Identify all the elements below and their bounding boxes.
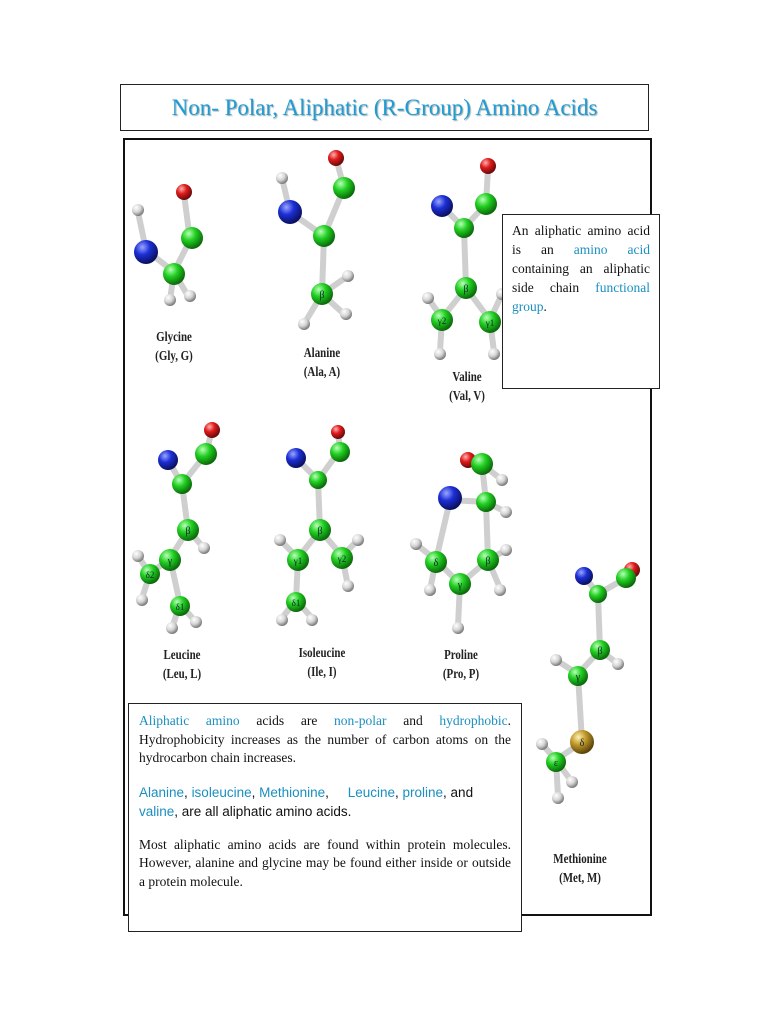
page-title: Non- Polar, Aliphatic (R-Group) Amino Acids bbox=[171, 94, 598, 120]
isoleucine-abbr: (Ile, I) bbox=[307, 665, 337, 680]
info-paragraph-1 bbox=[139, 712, 511, 768]
alanine-molecule bbox=[270, 146, 360, 336]
alanine-abbr: (Ala, A) bbox=[303, 365, 341, 380]
alanine-caption bbox=[288, 344, 355, 382]
methionine-beta-label: β bbox=[597, 646, 603, 657]
methionine-epsilon-label: ε bbox=[553, 758, 559, 769]
leucine-beta-label: β bbox=[185, 526, 191, 537]
proline-abbr: (Pro, P) bbox=[442, 667, 480, 682]
proline-caption bbox=[427, 646, 494, 684]
proline-name: Proline bbox=[444, 648, 478, 663]
info-paragraph-3: Most aliphatic amino acids are found within protein molecules. However, alanine and glycine may be found either inside or outside a protein molecule. bbox=[139, 836, 511, 889]
leucine-delta1-label: δ1 bbox=[175, 602, 185, 612]
methionine-delta-label: δ bbox=[579, 738, 585, 749]
info-box bbox=[128, 703, 522, 932]
functional-group-link[interactable]: functional group bbox=[512, 280, 650, 314]
definition-text-2: containing an aliphatic side chain bbox=[512, 261, 650, 295]
methionine-caption bbox=[546, 850, 613, 888]
valine-caption bbox=[433, 368, 500, 406]
info-p1-text-2: and bbox=[403, 713, 423, 728]
valine-beta-label: β bbox=[463, 284, 469, 295]
valine-gamma2-label: γ2 bbox=[437, 316, 447, 326]
valine-link[interactable]: valine bbox=[139, 803, 175, 819]
glycine-molecule bbox=[126, 176, 206, 310]
info-p1-text-1: acids are bbox=[256, 713, 318, 728]
aliphatic-amino-link[interactable]: Aliphatic amino bbox=[139, 713, 240, 728]
title-box bbox=[120, 84, 649, 131]
alanine-name: Alanine bbox=[303, 346, 341, 361]
info-p1-text-3: . Hydrophobicity increases as the number of carbon atoms on the hydrocarbon chain increases. bbox=[139, 713, 512, 765]
leucine-molecule bbox=[132, 418, 232, 638]
proline-link[interactable]: proline bbox=[402, 784, 444, 800]
isoleucine-delta1-label: δ1 bbox=[291, 598, 301, 608]
glycine-caption bbox=[140, 328, 207, 366]
methionine-molecule bbox=[534, 556, 644, 812]
info-paragraph-2: Alanine, isoleucine, Methionine, Leucine, proline, and valine, are all aliphatic amino acids. bbox=[139, 784, 474, 819]
leucine-caption bbox=[148, 646, 215, 684]
definition-box bbox=[502, 214, 660, 389]
leucine-name: Leucine bbox=[163, 648, 201, 663]
alanine-beta-label: β bbox=[319, 290, 325, 301]
amino-acid-link[interactable]: amino acid bbox=[573, 242, 651, 257]
proline-gamma-label: γ bbox=[457, 580, 463, 591]
isoleucine-gamma1-label: γ1 bbox=[293, 556, 303, 566]
glycine-name: Glycine bbox=[156, 330, 192, 345]
isoleucine-beta-label: β bbox=[317, 526, 323, 537]
isoleucine-name: Isoleucine bbox=[298, 646, 346, 661]
definition-text-3: . bbox=[543, 299, 547, 314]
valine-name: Valine bbox=[452, 370, 482, 385]
leucine-link[interactable]: Leucine bbox=[347, 784, 395, 800]
valine-molecule bbox=[414, 154, 510, 368]
alanine-link[interactable]: Alanine bbox=[139, 784, 185, 800]
methionine-gamma-label: γ bbox=[575, 672, 581, 683]
info-p2-text-1: and bbox=[450, 784, 474, 800]
methionine-name: Methionine bbox=[553, 852, 607, 867]
glycine-abbr: (Gly, G) bbox=[155, 349, 193, 364]
valine-abbr: (Val, V) bbox=[449, 389, 485, 404]
proline-molecule bbox=[410, 440, 514, 640]
isoleucine-gamma2-label: γ2 bbox=[337, 554, 347, 564]
isoleucine-caption bbox=[288, 644, 355, 682]
isoleucine-link[interactable]: isoleucine bbox=[191, 784, 252, 800]
leucine-delta2-label: δ2 bbox=[145, 570, 155, 580]
definition-text-1: An aliphatic amino acid is an bbox=[512, 223, 650, 257]
leucine-gamma-label: γ bbox=[167, 556, 173, 567]
leucine-abbr: (Leu, L) bbox=[162, 667, 202, 682]
methionine-link[interactable]: Methionine bbox=[259, 784, 326, 800]
proline-delta-label: δ bbox=[433, 558, 439, 569]
info-p2-text-2: , are all aliphatic amino acids. bbox=[174, 803, 352, 819]
methionine-abbr: (Met, M) bbox=[559, 871, 601, 886]
valine-gamma1-label: γ1 bbox=[485, 318, 495, 328]
isoleucine-molecule bbox=[272, 422, 368, 630]
non-polar-link[interactable]: non-polar bbox=[334, 713, 387, 728]
proline-beta-label: β bbox=[485, 556, 491, 567]
hydrophobic-link[interactable]: hydrophobic bbox=[439, 713, 508, 728]
